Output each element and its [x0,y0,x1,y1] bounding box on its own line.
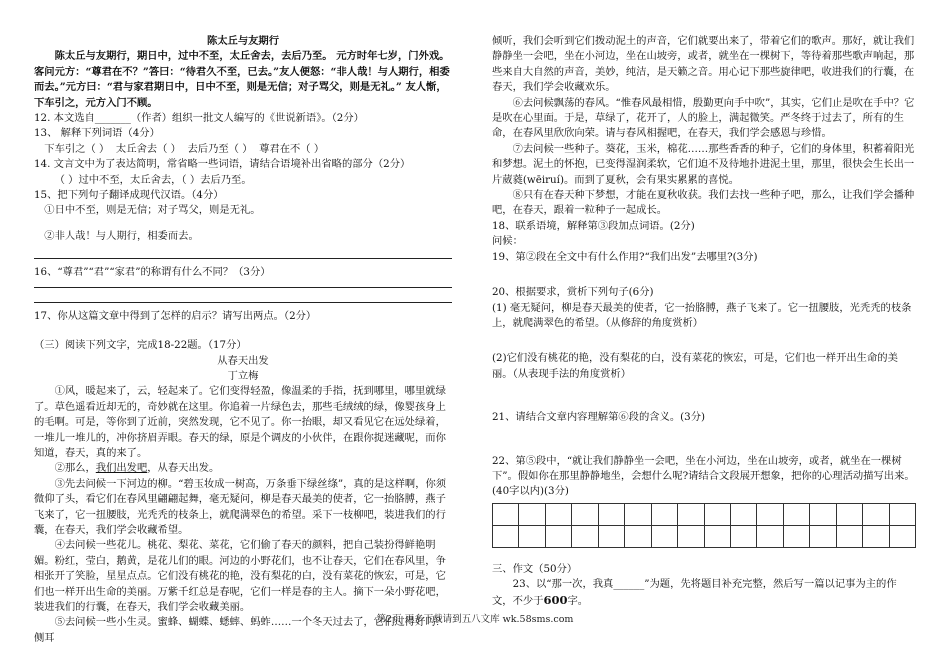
word-count: 600 [543,592,568,607]
question-18: 18、联系语境，解释第③段加点词语。(2分) [492,219,695,232]
question-15-1: ①日中不至，则是无信；对子骂父，则是无礼。 [44,204,261,217]
underlined-phrase: 我们出发吧 [95,462,148,475]
article-title: 从春天出发 [217,354,269,367]
question-13-items: 下车引之（ ） 太丘舍去（ ） 去后乃至（ ） 尊君在不（ ） [44,142,325,155]
paragraph-1: ①风，暖起来了，云，轻起来了。它们变得轻盈，像温柔的手指，抚到哪里，哪里就绿了。草色遥看近却无的，奇妙就在这里。你追着一片绿色去，那些毛绒绒的绿，像婴孩身上的毛啊。可是，等你到了近前，突然发现，它不见了。你一抬眼，却又看见它在远处绿着，一堆儿一堆儿的，冲你挤眉弄眼。春天的绿，原是个调皮的小伙伴，在跟你捉迷藏呢，而你知道，春天，真的来了。 [34,385,446,459]
question-15: 15、把下列句子翻译成现代汉语。（4分） [34,189,224,202]
answer-grid [492,503,916,548]
paragraph-5-continued: 倾听，我们会听到它们拨动泥土的声音，它们就要出来了，带着它们的歌声。那好，就让我们静静坐一会吧，坐在小河边，坐在山坡旁，或者，就坐在一棵树下，等待着那些歌声响起，那些来自大自然的声音，美妙，纯洁，是天籁之音。用心记下那些旋律吧，收进我们的行囊，在春天，我们学会收藏欢乐。 [492,35,915,94]
question-14: 14. 文言文中为了表达简明，常省略一些词语，请结合语境补出省略的部分（2分） [34,158,411,171]
right-column [492,34,916,609]
paragraph-2-start: ②那么， [54,462,96,475]
paragraph-6: ⑥去问候飘荡的春风。“惟春风最相惜，殷勤更向手中吹”，其实，它们止是吹在手中？它是吹在心里面。于是，草绿了，花开了，人的脸上，满起微笑。严冬终于过去了，所有的生命，在春风里欣欣向荣。请与春风相握吧，在春天，我们学会感恩与珍惜。 [492,96,915,140]
question-21: 21、请结合文章内容理解第⑥段的含义。(3分) [492,411,706,424]
question-23 [492,577,916,609]
question-12: 12. 本文选自_______（作者）组织一批文人编写的《世说新语》。（2分） [34,112,364,125]
question-17: 17、你从这篇文章中得到了怎样的启示？请写出两点。（2分） [34,309,317,322]
paragraph-3: ③先去问候一下河边的柳。“碧玉妆成一树高，万条垂下绿丝绦”，真的是这样啊，你须微仰了头，看它们在春风里翩翩起舞，毫无疑问，柳是春天最美的使者，它一抬胳膊，燕子飞来了，它一扭腰肢，光秃秃的枝条上，就爬满翠色的希望。采下一枝柳吧，装进我们的行囊，在春天，我们学会收藏希望。 [34,477,447,536]
question-14-items: （ ）过中不至，太丘舍去，（ ）去后乃至。 [54,173,252,186]
answer-line [34,288,452,303]
question-20-2: (2)它们没有桃花的艳，没有梨花的白，没有菜花的恢宏，可是，它们也一样开出生命的美丽。（从表现手法的角度赏析） [492,352,898,380]
question-22: 22、第⑤段中，“就让我们静静坐一会吧，坐在小河边，坐在山坡旁，或者，就坐在一棵树下”。假如你在那里静静地坐，会想什么呢?请结合文段展开想象，把你的心理活动描写出来。 [492,454,915,482]
paragraph-2 [34,461,452,476]
left-column [34,34,452,646]
question-15-2: ②非人哉！与人期行，相委而去。 [44,229,199,242]
question-19: 19、第②段在全文中有什么作用?“我们出发”去哪里?(3分) [492,250,758,263]
article-author: 丁立梅 [227,369,259,382]
paragraph-7: ⑦去问候一些种子。葵花，玉米，棉花……那些香香的种子，它们的身体里，积蓄着阳光和梦想。泥土的怀抱，已变得湿润柔软，它们迫不及待地扑进泥土里，那里，很快会生长出一片葳蕤(wēiruí)。而到了夏秋，会有果实累累的喜悦。 [492,142,915,186]
passage-text: 陈太丘与友期行，期日中，过中不至，太丘舍去，去后乃至。 元方时年七岁，门外戏。客问元方：“尊君在不？”答曰：“待君久不至，已去。”友人便怒：“非人哉！与人期行，相委而去。”元方曰：“君与家君期日中，日中不至，则是无信；对子骂父，则是无礼。” 友人惭，下车引之，元方入门不顾。 [34,50,450,109]
question-20-1: (1) 毫无疑问，柳是春天最美的使者，它一抬胳膊，燕子飞来了。它一扭腰肢，光秃秃的枝条上，就爬满翠色的希望。（从修辞的角度赏析） [492,301,912,329]
answer-line [34,281,452,288]
question-23-text: 23、以“那一次，我真______”为题，先将题目补充完整，然后写一篇以记事为主的作文，不少于 [492,578,897,607]
question-18-word: 问候： [492,235,523,248]
answer-line [34,244,452,259]
paragraph-2-end: ，从春天出发。 [147,462,220,475]
question-20: 20、根据要求，赏析下列句子(6分) [492,286,654,299]
section-3-composition: 三、作文（50分） [492,562,578,575]
paragraph-8: ⑧只有在春天种下梦想，才能在夏秋收获。我们去找一些种子吧，那么，让我们学会播种吧，在春天，跟着一粒种子一起成长。 [492,189,915,217]
question-22-limit: (40字以内)(3分) [492,485,569,498]
passage-title: 陈太丘与友期行 [206,35,280,47]
question-13: 13、 解释下列词语（4分） [34,127,160,140]
section-3-heading: （三）阅读下列文字，完成18-22题。（17分） [34,339,247,352]
paragraph-5: ⑤去问候一些小生灵。蜜蜂、蝴蝶、蟋蟀、蚂蚱……一个冬天过去了，它们过得好吗？侧耳 [34,616,446,644]
question-23-end: 字。 [567,594,589,607]
page-footer: 第2页 更多下载请到五八文库 wk.58sms.com [376,614,574,625]
question-16: 16、“尊君”“君”“家君”的称谓有什么不同？（3分） [34,266,271,279]
paragraph-4: ④去问候一些花儿。桃花、梨花、菜花，它们偷了春天的颜料，把自己装扮得鲜艳明媚。粉红，莹白，鹅黄，是花儿们的眼。河边的小野花们，也不让春天，它们在春风里，争相张开了笑脸，星星点点。它们没有桃花的艳，没有梨花的白，没有菜花的恢宏，可是，它们也一样开出生命的美丽。万紫千红总是春呢，它们一样是春的主人。摘下一朵小野花吧，装进我们的行囊，在春天，我们学会收藏美丽。 [34,539,446,613]
